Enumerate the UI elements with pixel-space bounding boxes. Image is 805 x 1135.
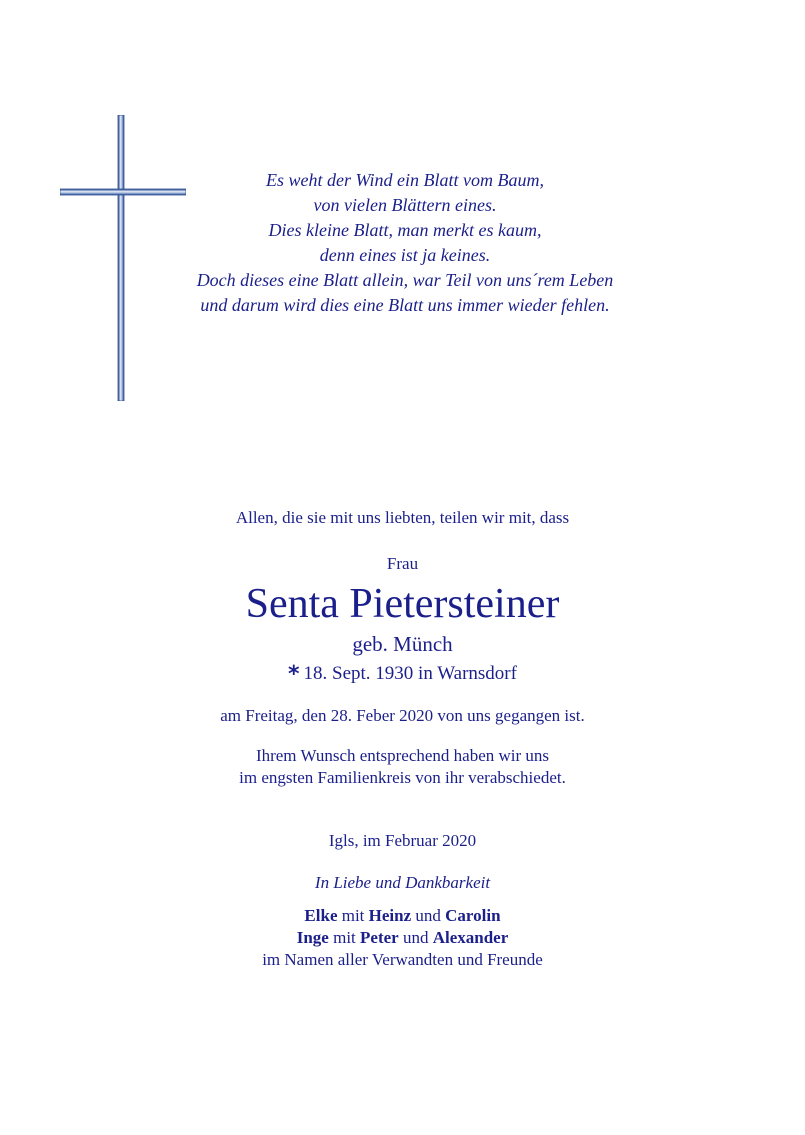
poem-line: denn eines ist ja keines. [319, 245, 491, 265]
family-name: Inge [296, 928, 329, 947]
cross-horizontal-beam [60, 189, 186, 195]
birth-info [0, 660, 805, 685]
salutation: Frau [386, 554, 419, 573]
family-signatures [0, 905, 805, 971]
family-name: Elke [304, 906, 338, 925]
connector-word: und [415, 906, 441, 925]
family-line: im Namen aller Verwandten und Freunde [262, 950, 543, 969]
cross-icon [60, 115, 186, 401]
connector-word: mit [333, 928, 356, 947]
birth-date-place: 18. Sept. 1930 in Warnsdorf [303, 663, 517, 684]
connector-word: mit [341, 906, 365, 925]
poem [190, 168, 620, 318]
poem-line: von vielen Blättern eines. [313, 195, 497, 215]
family-name: Carolin [445, 906, 501, 925]
wish-line: im engsten Familienkreis von ihr verabschiedet. [239, 768, 566, 787]
birth-name: geb. Münch [352, 632, 453, 656]
poem-line: und darum wird dies eine Blatt uns immer wieder fehlen. [200, 295, 610, 315]
poem-line: Es weht der Wind ein Blatt vom Baum, [266, 170, 544, 190]
poem-line: Dies kleine Blatt, man merkt es kaum, [268, 220, 542, 240]
deceased-name: Senta Pietersteiner [245, 581, 560, 627]
wish-text [0, 745, 805, 789]
cross-vertical-beam [118, 115, 124, 401]
birth-star-icon: * [288, 662, 300, 687]
connector-word: und [402, 928, 429, 947]
family-line [0, 905, 805, 927]
family-name: Heinz [368, 906, 412, 925]
family-name: Peter [360, 928, 399, 947]
closing-text: In Liebe und Dankbarkeit [314, 873, 491, 892]
wish-line: Ihrem Wunsch entsprechend haben wir uns [255, 746, 550, 765]
family-line [0, 927, 805, 949]
poem-line: Doch dieses eine Blatt allein, war Teil von uns´rem Leben [196, 270, 614, 290]
place-date: Igls, im Februar 2020 [328, 831, 477, 850]
passing-text: am Freitag, den 28. Feber 2020 von uns gegangen ist. [220, 706, 585, 725]
family-name: Alexander [432, 928, 509, 947]
intro-text: Allen, die sie mit uns liebten, teilen wir mit, dass [235, 508, 570, 527]
